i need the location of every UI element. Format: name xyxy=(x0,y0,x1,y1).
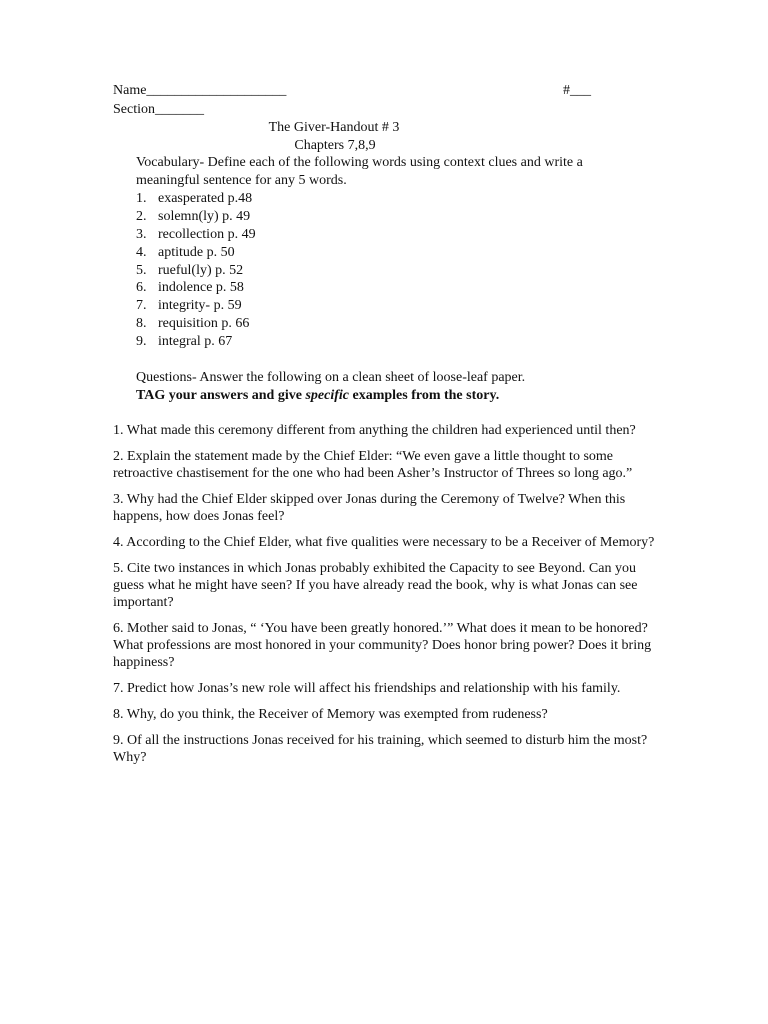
vocab-item-text: solemn(ly) p. 49 xyxy=(158,208,251,224)
vocab-item xyxy=(136,279,256,297)
tag-instructions-emphasis: specific xyxy=(305,388,349,403)
vocabulary-instructions: Vocabulary- Define each of the following words using context clues and write a meaningful sentence for any 5 words. xyxy=(136,155,583,188)
question-item: 6. Mother said to Jonas, “ ‘You have been greatly honored.’” What does it mean to be honored? What professions are most honored in your community? Does honor bring power? Does it bring happiness? xyxy=(113,621,652,670)
vocabulary-list xyxy=(136,190,256,351)
vocab-item-text: exasperated p.48 xyxy=(158,191,253,206)
vocab-item-number: 6. xyxy=(136,280,147,296)
question-item: 1. What made this ceremony different from anything the children had experienced until then? xyxy=(113,423,636,438)
question-item: 4. According to the Chief Elder, what five qualities were necessary to be a Receiver of Memory? xyxy=(113,535,655,550)
vocab-item-number: 2. xyxy=(136,208,147,224)
questions-instructions: Questions- Answer the following on a clean sheet of loose-leaf paper. xyxy=(136,370,526,385)
vocab-item-number: 4. xyxy=(136,244,147,260)
vocab-item-number: 9. xyxy=(136,334,147,350)
vocab-item xyxy=(136,315,256,333)
vocab-item-number: 8. xyxy=(136,316,147,332)
vocab-item xyxy=(136,208,256,226)
vocab-item xyxy=(136,297,256,315)
tag-instructions-end: examples from the story. xyxy=(348,388,500,403)
question-list xyxy=(113,422,658,775)
vocab-item xyxy=(136,190,256,208)
number-field-label: #___ xyxy=(563,83,591,98)
question-item: 3. Why had the Chief Elder skipped over Jonas during the Ceremony of Twelve? When this happens, how does Jonas feel? xyxy=(113,492,626,524)
question-item: 8. Why, do you think, the Receiver of Memory was exempted from rudeness? xyxy=(113,707,548,722)
chapters-subtitle: Chapters 7,8,9 xyxy=(294,138,376,153)
question-item: 9. Of all the instructions Jonas received for his training, which seemed to disturb him the most? Why? xyxy=(113,733,648,765)
question-item: 7. Predict how Jonas’s new role will affect his friendships and relationship with his family. xyxy=(113,681,621,696)
vocab-item-number: 3. xyxy=(136,226,147,242)
tag-instructions-start: TAG your answers and give xyxy=(136,388,306,403)
vocab-item xyxy=(136,226,256,244)
vocab-item-text: requisition p. 66 xyxy=(158,316,250,332)
tag-instructions xyxy=(136,387,499,404)
vocab-item-number: 5. xyxy=(136,262,147,278)
vocab-item-number: 1. xyxy=(136,191,147,206)
section-field-label: Section_______ xyxy=(113,102,204,117)
vocab-item xyxy=(136,333,256,351)
vocab-item-text: recollection p. 49 xyxy=(158,226,256,242)
question-item: 5. Cite two instances in which Jonas probably exhibited the Capacity to see Beyond. Can you guess what he might have seen? If you have already read the book, why is what Jonas can see important? xyxy=(113,561,638,610)
name-field-label: Name____________________ xyxy=(113,83,287,98)
question-item: 2. Explain the statement made by the Chief Elder: “We even gave a little thought to some retroactive chastisement for the one who had been Asher’s Instructor of Threes so long ago.” xyxy=(113,449,633,481)
vocab-item-text: rueful(ly) p. 52 xyxy=(158,262,244,278)
handout-title: The Giver-Handout # 3 xyxy=(268,120,400,135)
vocab-item xyxy=(136,244,256,262)
vocab-item-text: integral p. 67 xyxy=(158,334,233,350)
vocab-item-text: integrity- p. 59 xyxy=(158,298,242,314)
vocab-item xyxy=(136,262,256,280)
vocab-item-text: aptitude p. 50 xyxy=(158,244,235,260)
vocab-item-text: indolence p. 58 xyxy=(158,280,244,296)
vocab-item-number: 7. xyxy=(136,298,147,314)
